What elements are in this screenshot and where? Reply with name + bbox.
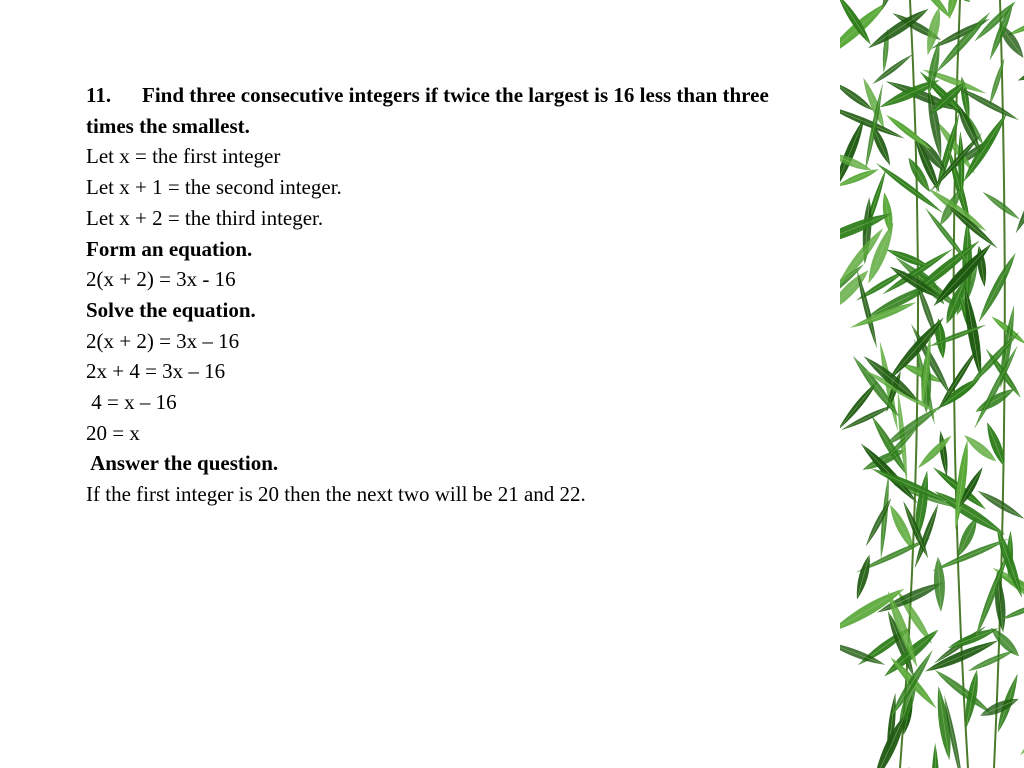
bamboo-leaf-vein <box>888 116 929 148</box>
bamboo-leaf-vein <box>979 492 1021 517</box>
equation-line: 4 = x – 16 <box>86 390 177 415</box>
problem-number: 11. <box>86 83 112 107</box>
bamboo-leaves-decoration <box>840 0 1024 768</box>
bamboo-leaf-vein <box>970 652 1012 671</box>
equation-line: 2(x + 2) = 3x – 16 <box>86 328 240 353</box>
step-heading: Solve the equation. <box>86 297 256 322</box>
bamboo-leaf <box>1018 712 1024 757</box>
bamboo-leaf-vein <box>948 206 994 246</box>
text-line: Let x + 1 = the second integer. <box>86 175 342 200</box>
equation-line: 2(x + 2) = 3x - 16 <box>86 267 236 292</box>
text-line: Let x + 2 = the third integer. <box>86 205 324 230</box>
bamboo-leaf-vein <box>874 57 909 83</box>
bamboo-leaf-vein <box>936 540 1007 570</box>
equation-line: 2x + 4 = 3x – 16 <box>86 359 226 384</box>
equation-line: 20 = x <box>86 420 140 445</box>
problem-text: Find three consecutive integers if twice the largest is 16 less than three times the smallest. <box>86 83 769 138</box>
bamboo-leaf-vein <box>890 251 927 266</box>
bamboo-leaf-vein <box>994 631 1018 655</box>
text-line: Let x = the first integer <box>86 144 281 169</box>
bamboo-leaf-vein <box>986 194 1018 218</box>
slide-content <box>86 80 806 510</box>
bamboo-leaf-vein <box>981 255 1015 319</box>
step-heading: Form an equation. <box>86 236 253 261</box>
bamboo-leaf <box>1012 153 1024 235</box>
bamboo-leaf-vein <box>858 273 877 346</box>
step-heading: Answer the question. <box>86 451 279 476</box>
bamboo-leaf-vein <box>869 226 892 281</box>
problem-statement <box>86 80 806 141</box>
answer-line: If the first integer is 20 then the next two will be 21 and 22. <box>86 482 586 507</box>
